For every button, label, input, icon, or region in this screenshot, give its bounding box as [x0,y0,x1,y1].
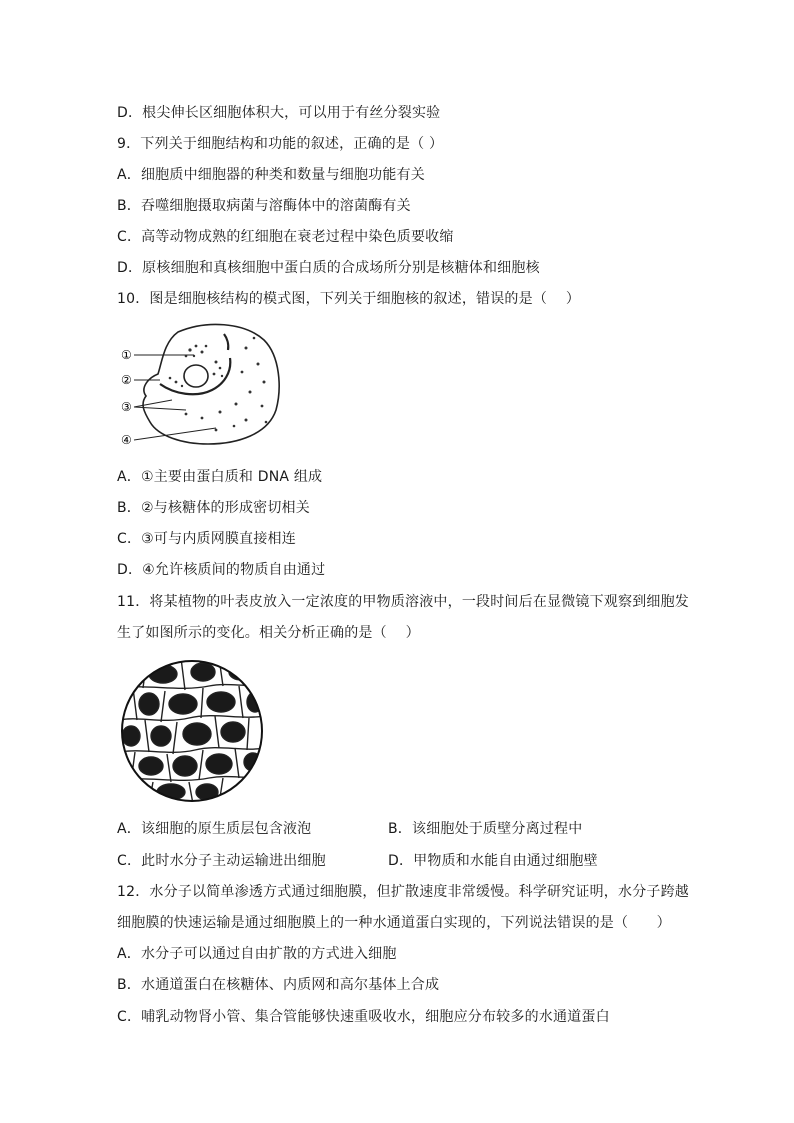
label-4: ④ [121,433,132,447]
option-11c: C．此时水分子主动运输进出细胞 [117,853,326,869]
option-10b: B．②与核糖体的形成密切相关 [117,500,310,516]
option-9a: A．细胞质中细胞器的种类和数量与细胞功能有关 [117,167,425,183]
option-9b: B．吞噬细胞摄取病菌与溶酶体中的溶菌酶有关 [117,198,411,214]
option-11d: D．甲物质和水能自由通过细胞壁 [388,853,598,869]
option-8d: D．根尖伸长区细胞体积大，可以用于有丝分裂实验 [117,105,441,121]
option-9c: C．高等动物成熟的红细胞在衰老过程中染色质要收缩 [117,229,454,245]
label-2: ② [121,373,132,387]
option-12a: A．水分子可以通过自由扩散的方式进入细胞 [117,946,397,962]
question-11-line2: 生了如图所示的变化。相关分析正确的是（ ） [117,625,420,641]
option-11a: A．该细胞的原生质层包含液泡 [117,821,312,837]
question-10: 10．图是细胞核结构的模式图，下列关于细胞核的叙述，错误的是（ ） [117,291,581,307]
question-12-line1: 12．水分子以简单渗透方式通过细胞膜，但扩散速度非常缓慢。科学研究证明，水分子跨越 [117,884,690,900]
label-3: ③ [121,400,132,414]
option-10c: C．③可与内质网膜直接相连 [117,531,296,547]
question-9: 9．下列关于细胞结构和功能的叙述，正确的是（ ） [117,136,444,152]
label-1: ① [121,348,132,362]
plasmolysis-micrograph [119,658,265,804]
question-12-line2: 细胞膜的快速运输是通过细胞膜上的一种水通道蛋白实现的，下列说法错误的是（ ） [117,915,671,931]
question-11-line1: 11．将某植物的叶表皮放入一定浓度的甲物质溶液中，一段时间后在显微镜下观察到细胞发 [117,594,690,610]
option-12b: B．水通道蛋白在核糖体、内质网和高尔基体上合成 [117,977,440,993]
nucleus-diagram [116,318,284,454]
option-9d: D．原核细胞和真核细胞中蛋白质的合成场所分别是核糖体和细胞核 [117,260,540,276]
option-12c: C．哺乳动物肾小管、集合管能够快速重吸收水，细胞应分布较多的水通道蛋白 [117,1009,610,1025]
nucleus-outline [143,324,279,444]
nucleolus [184,365,208,387]
option-10d: D．④允许核质间的物质自由通过 [117,562,326,578]
option-11b: B．该细胞处于质壁分离过程中 [388,821,583,837]
option-10a: A．①主要由蛋白质和 DNA 组成 [117,469,323,485]
